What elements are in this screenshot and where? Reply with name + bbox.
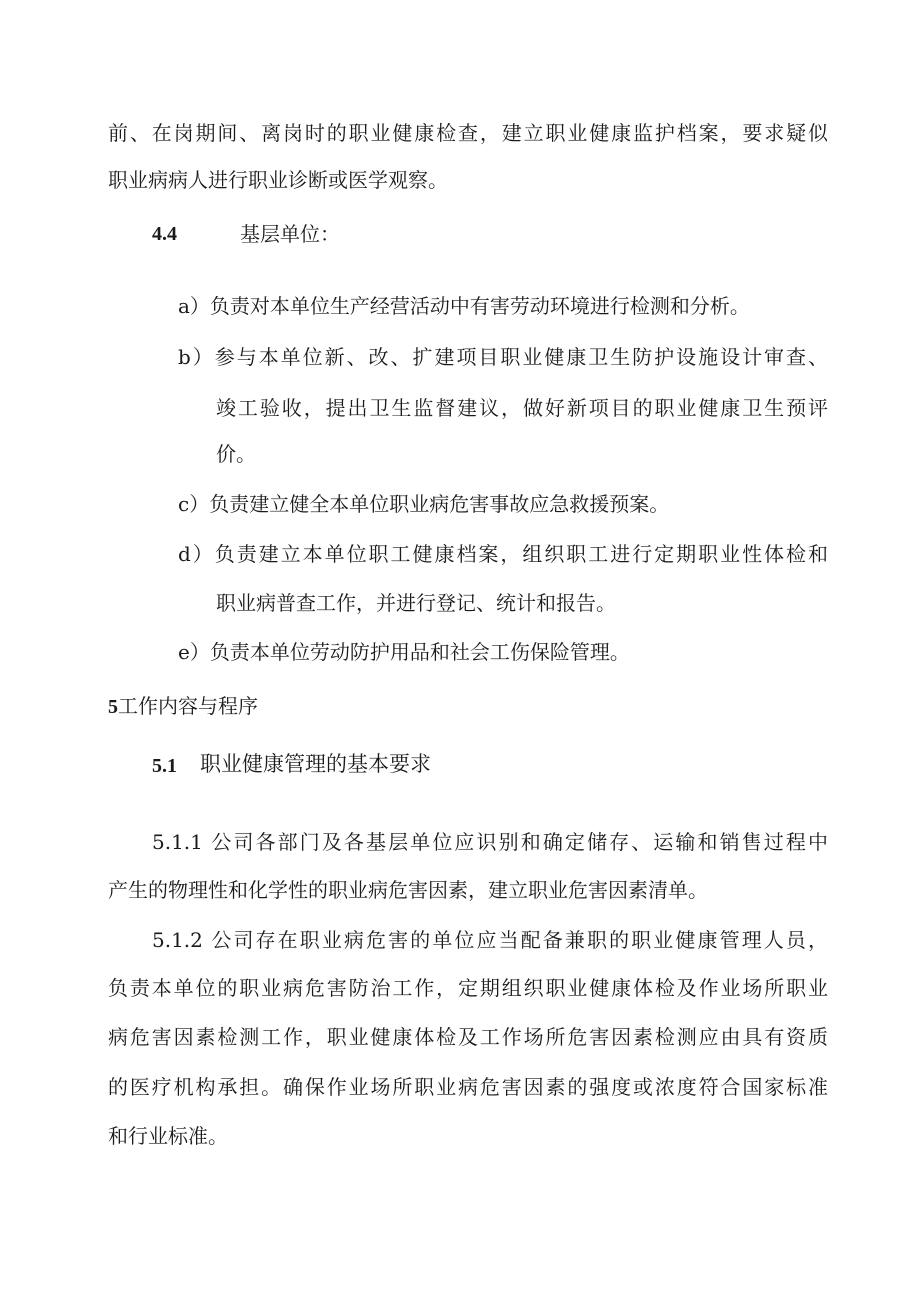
section-title: 职业健康管理的基本要求 xyxy=(200,752,431,776)
section-title: 基层单位： xyxy=(240,222,340,246)
section-title: 工作内容与程序 xyxy=(118,694,258,718)
list-item-continuation: 竣工验收，提出卫生监督建议，做好新项目的职业健康卫生预评 xyxy=(216,396,828,420)
paragraph-line: 的医疗机构承担。确保作业场所职业病危害因素的强度或浓度符合国家标准 xyxy=(108,1075,828,1099)
list-item-continuation: 价。 xyxy=(216,442,256,466)
paragraph-line: 前、在岗期间、离岗时的职业健康检查，建立职业健康监护档案，要求疑似 xyxy=(108,121,828,145)
paragraph-line: 和行业标准。 xyxy=(108,1124,228,1148)
section-number: 5.1 xyxy=(152,755,177,777)
paragraph-line: 病危害因素检测工作，职业健康体检及工作场所危害因素检测应由具有资质 xyxy=(108,1025,828,1049)
list-item: d）负责建立本单位职工健康档案，组织职工进行定期职业性体检和 xyxy=(178,542,828,566)
section-heading xyxy=(108,696,258,717)
list-item: a）负责对本单位生产经营活动中有害劳动环境进行检测和分析。 xyxy=(178,294,750,318)
paragraph-line: 负责本单位的职业病危害防治工作，定期组织职业健康体检及作业场所职业 xyxy=(108,976,828,1000)
list-item: c）负责建立健全本单位职业病危害事故应急救援预案。 xyxy=(178,492,670,516)
paragraph-line: 5.1.2 公司存在职业病危害的单位应当配备兼职的职业健康管理人员， xyxy=(152,928,828,952)
paragraph-line: 5.1.1 公司各部门及各基层单位应识别和确定储存、运输和销售过程中 xyxy=(152,830,828,854)
section-number: 5 xyxy=(108,696,118,718)
list-item-continuation: 职业病普查工作，并进行登记、统计和报告。 xyxy=(216,591,616,615)
section-number: 4.4 xyxy=(152,223,177,245)
paragraph-line: 职业病病人进行职业诊断或医学观察。 xyxy=(108,168,448,192)
list-item: b）参与本单位新、改、扩建项目职业健康卫生防护设施设计审查、 xyxy=(178,345,828,369)
paragraph-line: 产生的物理性和化学性的职业病危害因素，建立职业危害因素清单。 xyxy=(108,878,708,902)
list-item: e）负责本单位劳动防护用品和社会工伤保险管理。 xyxy=(178,640,630,664)
